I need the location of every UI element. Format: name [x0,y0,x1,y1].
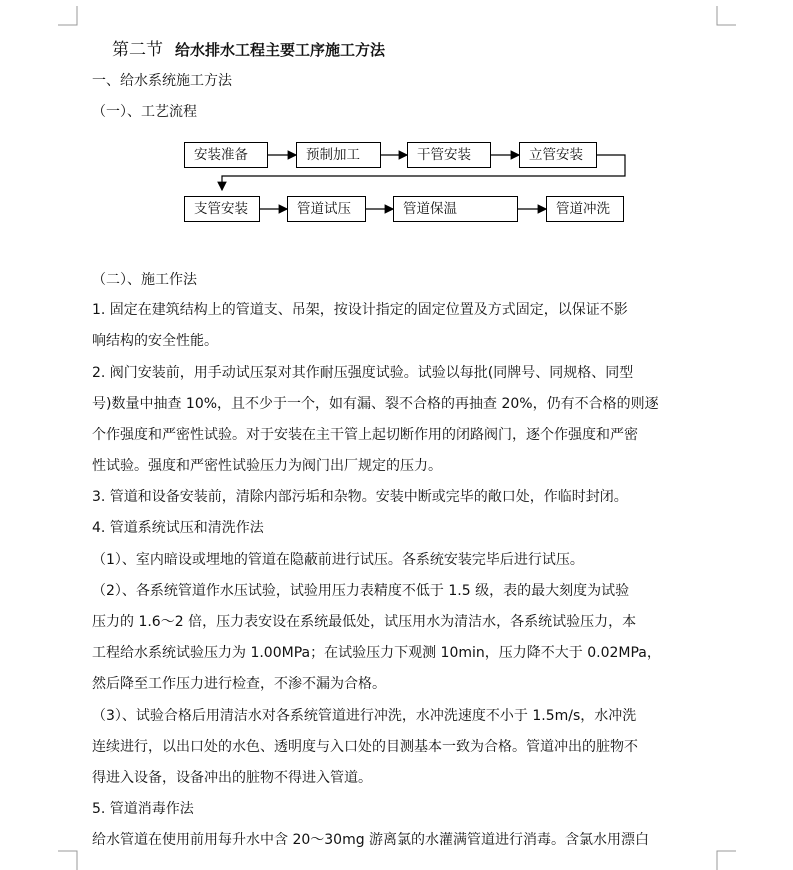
flow-step-1: 安装准备 [184,142,268,168]
body-line: 个作强度和严密性试验。对于安装在主干管上起切断作用的闭路阀门，逐个作强度和严密 [92,427,638,443]
body-line: （1）、室内暗设或埋地的管道在隐蔽前进行试压。各系统安装完毕后进行试压。 [92,552,584,568]
flow-step-2: 预制加工 [296,142,381,168]
body-line: 2. 阀门安装前，用手动试压泵对其作耐压强度试验。试验以每批(同牌号、同规格、同型 [92,365,634,381]
body-line: 号)数量中抽查 10%，且不少于一个，如有漏、裂不合格的再抽查 20%，仍有不合格的则逐 [92,396,659,412]
section-title: 给水排水工程主要工序施工方法 [175,41,386,59]
body-line: 响结构的安全性能。 [92,333,218,349]
body-line: 压力的 1.6～2 倍，压力表安设在系统最低处，试压用水为清洁水，各系统试验压力，本 [92,614,637,630]
body-line: 连续进行，以出口处的水色、透明度与入口处的目测基本一致为合格。管道冲出的脏物不 [92,739,638,755]
body-line: 3. 管道和设备安装前，清除内部污垢和杂物。安装中断或完毕的敞口处，作临时封闭。 [92,489,628,505]
body-line: 1. 固定在建筑结构上的管道支、吊架，按设计指定的固定位置及方式固定，以保证不影 [92,302,628,318]
subsection-process-heading: （一）、工艺流程 [92,104,197,120]
section-number: 第二节 [112,40,163,60]
flow-step-4: 立管安装 [519,142,597,168]
flow-step-3: 干管安装 [407,142,491,168]
section1-heading: 一、给水系统施工方法 [92,73,232,89]
body-line: 4. 管道系统试压和清洗作法 [92,520,264,536]
body-line: 得进入设备，设备冲出的脏物不得进入管道。 [92,770,372,786]
body-line: （3）、试验合格后用清洁水对各系统管道进行冲洗，水冲洗速度不小于 1.5m/s，水冲洗 [92,708,637,724]
body-line: 5. 管道消毒作法 [92,801,194,817]
flow-step-8: 管道冲洗 [546,196,624,222]
body-line: 然后降至工作压力进行检查，不渗不漏为合格。 [92,676,386,692]
flow-step-7: 管道保温 [393,196,518,222]
body-line: 工程给水系统试验压力为 1.00MPa；在试验压力下观测 10min，压力降不大于 0.02MPa， [92,645,661,661]
subsection-method-heading: （二）、施工作法 [92,272,197,288]
body-line: 性试验。强度和严密性试验压力为阀门出厂规定的压力。 [92,458,442,474]
flow-step-5: 支管安装 [184,196,260,222]
flow-step-6: 管道试压 [287,196,366,222]
body-line: 给水管道在使用前用每升水中含 20～30mg 游离氯的水灌满管道进行消毒。含氯水用漂白 [92,832,650,848]
body-line: （2）、各系统管道作水压试验，试验用压力表精度不低于 1.5 级，表的最大刻度为试验 [92,583,630,599]
